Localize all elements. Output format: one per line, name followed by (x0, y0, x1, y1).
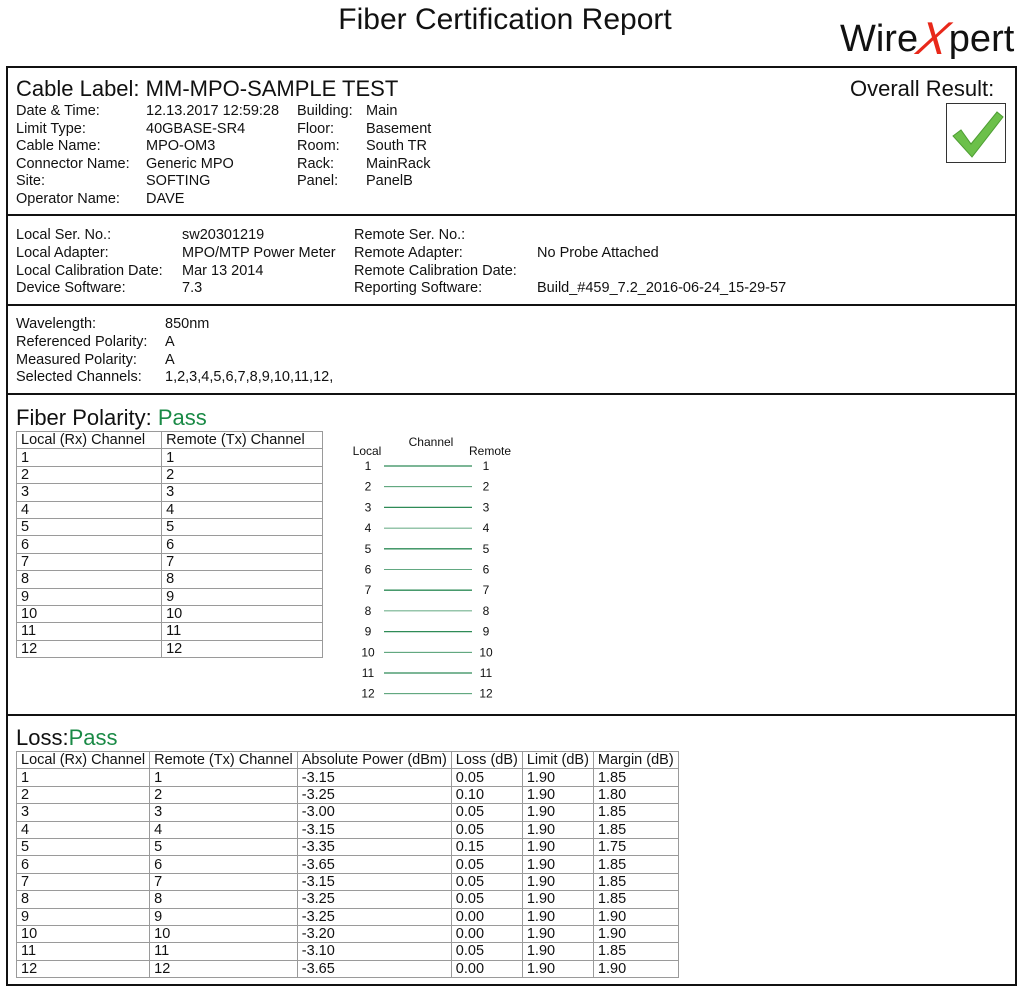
table-cell: 7 (17, 873, 150, 890)
section-divider (6, 214, 1017, 216)
loss-heading-label: Loss: (16, 725, 69, 750)
table-cell: 1.85 (593, 821, 678, 838)
field-key: Reporting Software: (354, 280, 483, 297)
logo-text-right: pert (948, 18, 1015, 60)
table-row (17, 804, 679, 821)
table-cell: 1.90 (522, 838, 593, 855)
table-row (17, 821, 679, 838)
overall-result-box (946, 103, 1006, 163)
table-cell: -3.20 (297, 925, 451, 942)
field-key: Local Calibration Date: (16, 262, 163, 279)
diagram-channel-label: Channel (408, 435, 454, 449)
field-key: Device Software: (16, 280, 126, 297)
table-cell: 1.90 (593, 960, 678, 977)
table-cell: 0.05 (451, 943, 522, 960)
table-cell: 2 (17, 786, 150, 803)
table-row (17, 873, 679, 890)
cable-label (16, 76, 398, 102)
table-cell: 3 (17, 804, 150, 821)
diagram-remote-channel: 8 (482, 603, 490, 618)
table-header-row (17, 432, 323, 449)
table-cell: 7 (17, 553, 162, 570)
field-key: Remote Adapter: (354, 244, 463, 261)
column-header: Margin (dB) (593, 752, 678, 769)
table-cell: 4 (17, 501, 162, 518)
table-cell: 8 (162, 571, 323, 588)
table-cell: 1.85 (593, 804, 678, 821)
table-cell: 7 (162, 553, 323, 570)
table-row (17, 925, 679, 942)
table-row (17, 891, 679, 908)
table-cell: -3.15 (297, 873, 451, 890)
diagram-remote-channel: 9 (482, 624, 490, 639)
field-key: Wavelength: (16, 316, 97, 332)
diagram-remote-channel: 4 (482, 521, 490, 536)
table-cell: 9 (150, 908, 298, 925)
field-value: PanelB (366, 173, 413, 189)
table-cell: 8 (17, 571, 162, 588)
table-row (17, 518, 323, 535)
table-cell: 9 (17, 588, 162, 605)
table-cell: 6 (162, 536, 323, 553)
table-cell: 0.05 (451, 856, 522, 873)
field-value: MainRack (366, 155, 431, 172)
table-cell: 6 (150, 856, 298, 873)
table-cell: 4 (17, 821, 150, 838)
field-value: A (165, 333, 175, 350)
table-cell: -3.25 (297, 786, 451, 803)
diagram-local-channel: 10 (361, 645, 375, 660)
table-cell: 6 (17, 856, 150, 873)
diagram-local-label: Local (352, 444, 382, 458)
table-cell: 1 (162, 449, 323, 466)
table-cell: -3.15 (297, 769, 451, 786)
table-row (17, 484, 323, 501)
table-row (17, 640, 323, 657)
diagram-remote-label: Remote (468, 444, 512, 458)
table-cell: 1.85 (593, 943, 678, 960)
section-divider (6, 393, 1017, 395)
table-cell: 2 (162, 466, 323, 483)
table-cell: 1.90 (522, 873, 593, 890)
field-key: Building: (297, 103, 353, 119)
logo-x: X (912, 12, 955, 64)
table-cell: 0.00 (451, 908, 522, 925)
table-header-row (17, 752, 679, 769)
table-cell: 10 (17, 925, 150, 942)
field-value: sw20301219 (182, 227, 265, 243)
table-row (17, 449, 323, 466)
table-cell: 1.90 (522, 960, 593, 977)
table-row (17, 943, 679, 960)
diagram-remote-channel: 1 (482, 459, 490, 473)
field-key: Remote Calibration Date: (354, 262, 517, 279)
field-value: 7.3 (182, 280, 203, 297)
field-key: Limit Type: (16, 120, 86, 137)
table-cell: 1.90 (522, 856, 593, 873)
table-row (17, 769, 679, 786)
table-cell: 2 (17, 466, 162, 483)
table-cell: 1 (17, 449, 162, 466)
table-cell: 1.85 (593, 873, 678, 890)
diagram-remote-channel: 11 (479, 666, 493, 680)
table-cell: 0.00 (451, 925, 522, 942)
loss-heading (16, 725, 118, 751)
field-value: SOFTING (146, 173, 211, 189)
checkmark-icon (947, 104, 1005, 162)
loss-result: Pass (68, 725, 118, 750)
table-cell: 12 (150, 960, 298, 977)
table-cell: 1.90 (522, 769, 593, 786)
polarity-table (16, 431, 323, 658)
table-cell: 4 (150, 821, 298, 838)
table-cell: 3 (150, 804, 298, 821)
cable-label-key: Cable Label: (16, 76, 140, 101)
table-cell: 10 (162, 605, 323, 622)
diagram-local-channel: 5 (364, 541, 372, 556)
field-key: Room: (297, 138, 340, 154)
table-row (17, 466, 323, 483)
polarity-result: Pass (157, 405, 207, 430)
field-key: Site: (16, 173, 46, 189)
diagram-local-channel: 3 (364, 500, 372, 515)
table-cell: 1.80 (593, 786, 678, 803)
table-cell: 0.05 (451, 873, 522, 890)
diagram-local-channel: 1 (364, 459, 372, 473)
field-key: Connector Name: (16, 155, 130, 172)
diagram-remote-channel: 3 (482, 500, 490, 515)
table-cell: 1.90 (522, 943, 593, 960)
field-key: Floor: (297, 120, 335, 137)
table-cell: -3.00 (297, 804, 451, 821)
table-cell: 1.90 (593, 908, 678, 925)
table-cell: 1.90 (522, 786, 593, 803)
field-value: Basement (366, 120, 432, 137)
wirexpert-logo (840, 8, 1014, 62)
table-row (17, 856, 679, 873)
field-value: Generic MPO (146, 155, 234, 172)
polarity-heading (16, 405, 207, 431)
table-cell: 0.10 (451, 786, 522, 803)
table-cell: 11 (17, 943, 150, 960)
diagram-remote-channel: 12 (479, 686, 493, 701)
field-value: Mar 13 2014 (182, 262, 264, 279)
field-key: Panel: (297, 173, 339, 189)
diagram-local-channel: 8 (364, 603, 372, 618)
table-cell: 5 (17, 518, 162, 535)
diagram-local-channel: 9 (364, 624, 372, 639)
table-cell: 1.85 (593, 769, 678, 786)
table-cell: 0.05 (451, 804, 522, 821)
table-cell: 8 (150, 891, 298, 908)
table-cell: 12 (17, 640, 162, 657)
table-cell: 0.00 (451, 960, 522, 977)
table-cell: 11 (162, 623, 323, 640)
diagram-remote-channel: 10 (479, 645, 493, 660)
table-cell: 8 (17, 891, 150, 908)
table-cell: 1.90 (522, 891, 593, 908)
field-value: No Probe Attached (537, 244, 659, 261)
field-key: Operator Name: (16, 190, 120, 207)
field-key: Local Adapter: (16, 244, 109, 261)
table-cell: 0.05 (451, 769, 522, 786)
table-row (17, 571, 323, 588)
field-key: Cable Name: (16, 138, 101, 154)
table-cell: 2 (150, 786, 298, 803)
diagram-remote-channel: 6 (482, 562, 490, 577)
table-cell: -3.25 (297, 891, 451, 908)
field-key: Referenced Polarity: (16, 333, 148, 350)
column-header: Remote (Tx) Channel (150, 752, 298, 769)
table-cell: 4 (162, 501, 323, 518)
column-header: Absolute Power (dBm) (297, 752, 451, 769)
table-cell: 0.05 (451, 891, 522, 908)
diagram-local-channel: 11 (361, 666, 375, 680)
field-key: Measured Polarity: (16, 351, 137, 368)
table-row (17, 960, 679, 977)
table-cell: 1.90 (522, 821, 593, 838)
table-cell: -3.10 (297, 943, 451, 960)
table-cell: 1.85 (593, 856, 678, 873)
table-cell: -3.15 (297, 821, 451, 838)
table-cell: 1 (150, 769, 298, 786)
table-cell: 5 (150, 838, 298, 855)
column-header: Limit (dB) (522, 752, 593, 769)
table-cell: 1.90 (522, 908, 593, 925)
field-value: Build_#459_7.2_2016-06-24_15-29-57 (537, 280, 787, 297)
diagram-remote-channel: 2 (482, 479, 490, 494)
diagram-local-channel: 4 (364, 521, 372, 536)
table-cell: 1.90 (522, 925, 593, 942)
table-cell: 1.85 (593, 891, 678, 908)
table-cell: 12 (162, 640, 323, 657)
column-header: Loss (dB) (451, 752, 522, 769)
column-header: Local (Rx) Channel (17, 432, 162, 449)
field-value: DAVE (146, 190, 185, 207)
column-header: Local (Rx) Channel (17, 752, 150, 769)
section-divider (6, 714, 1017, 716)
diagram-local-channel: 2 (364, 479, 372, 494)
field-value: Main (366, 103, 398, 119)
polarity-diagram (330, 430, 530, 710)
logo-text-left: Wire (840, 18, 919, 60)
field-value: MPO-OM3 (146, 138, 216, 154)
loss-table (16, 751, 679, 978)
table-cell: 1.90 (593, 925, 678, 942)
table-cell: 5 (17, 838, 150, 855)
table-row (17, 588, 323, 605)
field-key: Local Ser. No.: (16, 227, 112, 243)
polarity-heading-label: Fiber Polarity: (16, 405, 152, 430)
table-cell: 1.75 (593, 838, 678, 855)
table-cell: -3.25 (297, 908, 451, 925)
field-value: 1,2,3,4,5,6,7,8,9,10,11,12, (165, 369, 334, 386)
section-divider (6, 304, 1017, 306)
table-row (17, 838, 679, 855)
table-cell: 9 (17, 908, 150, 925)
field-value: MPO/MTP Power Meter (182, 244, 336, 261)
overall-result-label: Overall Result: (850, 76, 995, 101)
field-value: 12.13.2017 12:59:28 (146, 103, 280, 119)
field-key: Rack: (297, 155, 335, 172)
table-cell: 7 (150, 873, 298, 890)
table-row (17, 623, 323, 640)
field-value: 850nm (165, 316, 210, 332)
table-cell: 1 (17, 769, 150, 786)
table-cell: 11 (17, 623, 162, 640)
diagram-remote-channel: 5 (482, 541, 490, 556)
table-row (17, 605, 323, 622)
diagram-remote-channel: 7 (482, 583, 490, 598)
table-cell: 0.05 (451, 821, 522, 838)
diagram-local-channel: 12 (361, 686, 375, 701)
table-cell: -3.65 (297, 856, 451, 873)
table-cell: 5 (162, 518, 323, 535)
table-cell: 11 (150, 943, 298, 960)
field-key: Selected Channels: (16, 369, 142, 386)
table-row (17, 553, 323, 570)
table-row (17, 536, 323, 553)
table-row (17, 908, 679, 925)
table-cell: -3.65 (297, 960, 451, 977)
table-cell: 6 (17, 536, 162, 553)
field-value: South TR (366, 138, 427, 154)
table-cell: 9 (162, 588, 323, 605)
table-cell: 10 (150, 925, 298, 942)
cable-label-value: MM-MPO-SAMPLE TEST (145, 76, 399, 101)
table-row (17, 786, 679, 803)
field-value: 40GBASE-SR4 (146, 120, 246, 137)
table-cell: 3 (162, 484, 323, 501)
field-key: Remote Ser. No.: (354, 227, 466, 243)
diagram-local-channel: 6 (364, 562, 372, 577)
field-value: A (165, 351, 175, 368)
field-key: Date & Time: (16, 103, 100, 119)
table-cell: -3.35 (297, 838, 451, 855)
table-row (17, 501, 323, 518)
table-cell: 3 (17, 484, 162, 501)
table-cell: 12 (17, 960, 150, 977)
table-cell: 0.15 (451, 838, 522, 855)
table-cell: 10 (17, 605, 162, 622)
table-cell: 1.90 (522, 804, 593, 821)
column-header: Remote (Tx) Channel (162, 432, 323, 449)
report-title: Fiber Certification Report (338, 3, 672, 36)
diagram-local-channel: 7 (364, 583, 372, 598)
